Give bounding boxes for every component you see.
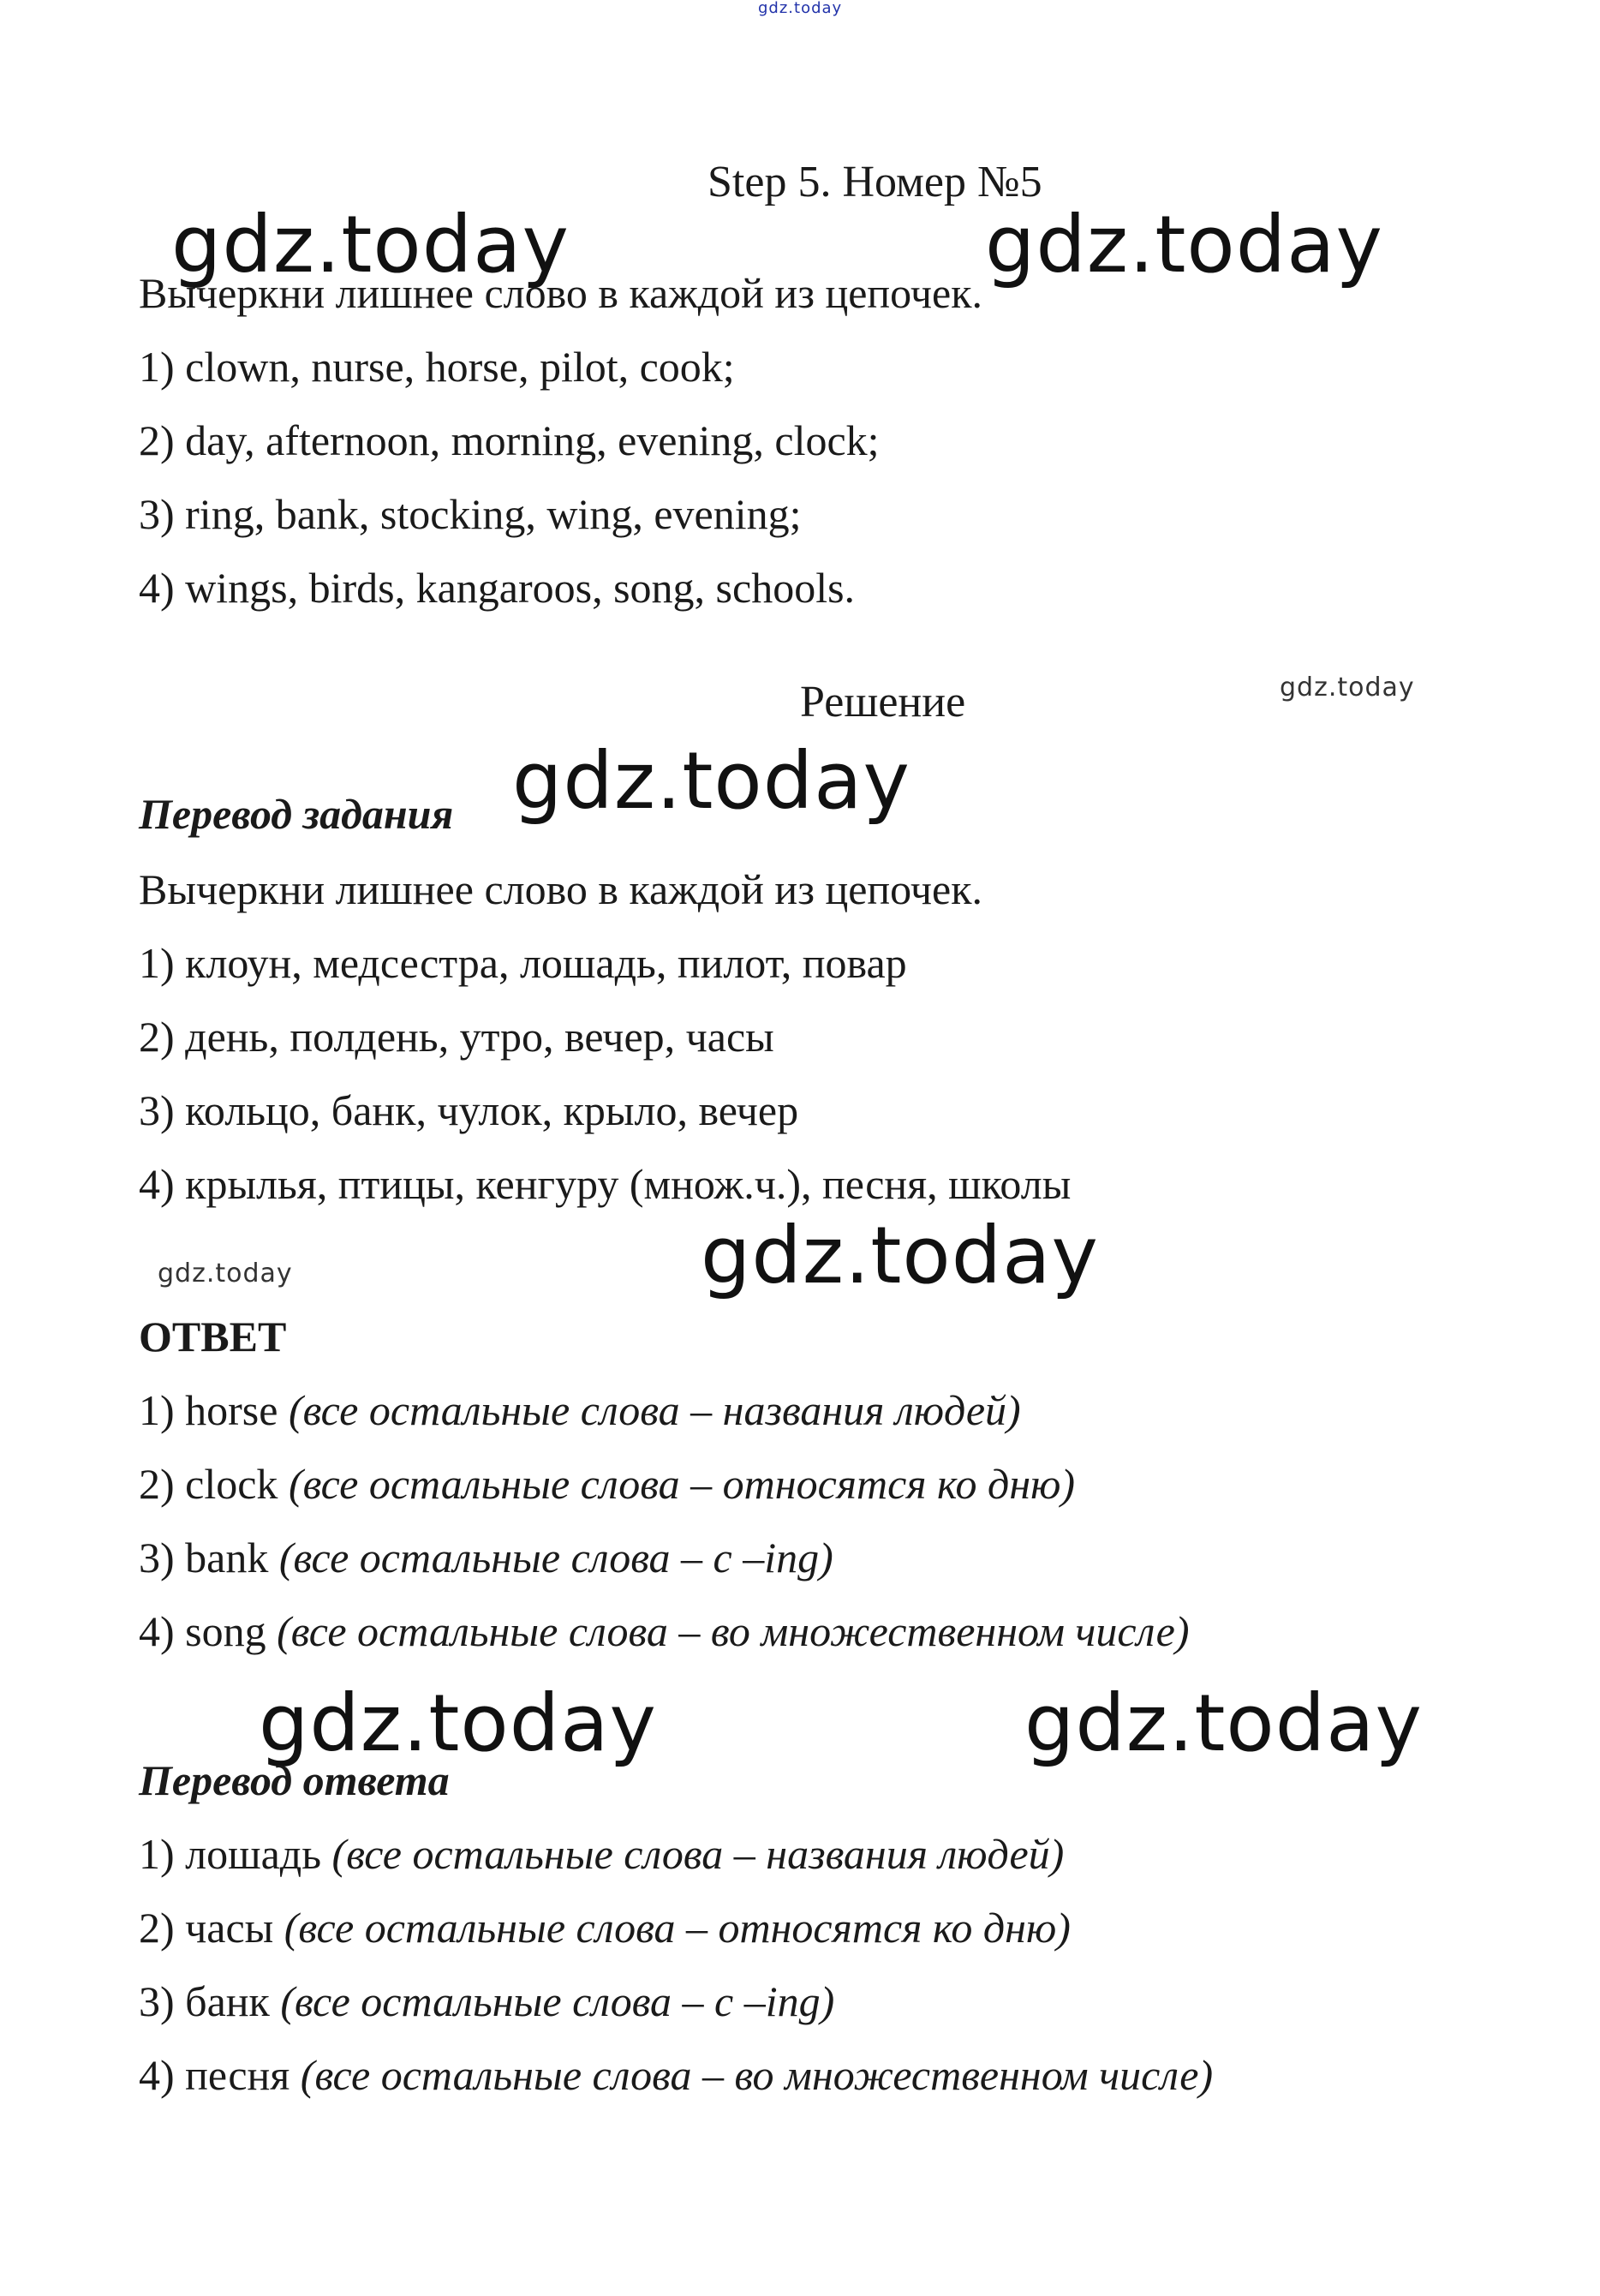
watermark-7: gdz.today [259, 1677, 657, 1769]
solution-label: Решение [800, 678, 966, 726]
translation-instruction: Вычеркни лишнее слово в каждой из цепочек. [139, 865, 982, 913]
answer-note: (все остальные слова – во множественном числе) [277, 1607, 1190, 1655]
answer-translation-item-2 [139, 1902, 1071, 1953]
watermark-1: gdz.today [171, 199, 570, 290]
watermark-6: gdz.today [701, 1210, 1099, 1301]
answer-translation-item-1 [139, 1828, 1064, 1880]
answer-translation-word: 1) лошадь [139, 1830, 332, 1878]
answer-translation-heading: Перевод ответа [139, 1756, 450, 1804]
watermark-2: gdz.today [985, 199, 1383, 290]
answer-heading: ОТВЕТ [139, 1312, 287, 1360]
answer-word: 1) horse [139, 1386, 289, 1434]
answer-item-2 [139, 1458, 1075, 1510]
answer-item-3 [139, 1532, 833, 1583]
translation-item-2: 2) день, полдень, утро, вечер, часы [139, 1013, 774, 1061]
answer-translation-note: (все остальные слова – относятся ко дню) [284, 1904, 1071, 1952]
task-item-4: 4) wings, birds, kangaroos, song, schools. [139, 564, 856, 612]
answer-translation-word: 3) банк [139, 1977, 281, 2025]
answer-item-1 [139, 1384, 1021, 1436]
answer-note: (все остальные слова – с –ing) [278, 1534, 833, 1581]
translation-heading: Перевод задания [139, 790, 454, 838]
answer-note: (все остальные слова – названия людей) [288, 1386, 1021, 1434]
answer-translation-note: (все остальные слова – с –ing) [280, 1977, 835, 2025]
answer-translation-word: 4) песня [139, 2051, 301, 2099]
watermark-5: gdz.today [158, 1259, 293, 1289]
answer-translation-item-3 [139, 1976, 834, 2027]
translation-item-3: 3) кольцо, банк, чулок, крыло, вечер [139, 1086, 799, 1134]
task-item-2: 2) day, afternoon, morning, evening, clock; [139, 416, 880, 464]
answer-word: 4) song [139, 1607, 278, 1655]
translation-item-4: 4) крылья, птицы, кенгуру (множ.ч.), песня, школы [139, 1160, 1072, 1208]
answer-translation-word: 2) часы [139, 1904, 284, 1952]
watermark-8: gdz.today [1024, 1677, 1423, 1769]
watermark-4: gdz.today [512, 735, 910, 827]
answer-translation-note: (все остальные слова – во множественном числе) [300, 2051, 1214, 2099]
page-title: Step 5. Номер №5 [707, 158, 1042, 206]
task-item-1: 1) clown, nurse, horse, pilot, cook; [139, 343, 735, 391]
answer-note: (все остальные слова – относятся ко дню) [288, 1460, 1076, 1508]
watermark-top: gdz.today [758, 0, 843, 17]
translation-item-1: 1) клоун, медсестра, лошадь, пилот, повар [139, 939, 907, 987]
watermark-3: gdz.today [1280, 673, 1415, 703]
answer-translation-note: (все остальные слова – названия людей) [331, 1830, 1065, 1878]
answer-word: 2) clock [139, 1460, 289, 1508]
answer-translation-item-4 [139, 2049, 1213, 2101]
task-item-3: 3) ring, bank, stocking, wing, evening; [139, 490, 802, 538]
answer-item-4 [139, 1605, 1189, 1657]
task-instruction: Вычеркни лишнее слово в каждой из цепочек. [139, 269, 982, 317]
answer-word: 3) bank [139, 1534, 279, 1581]
